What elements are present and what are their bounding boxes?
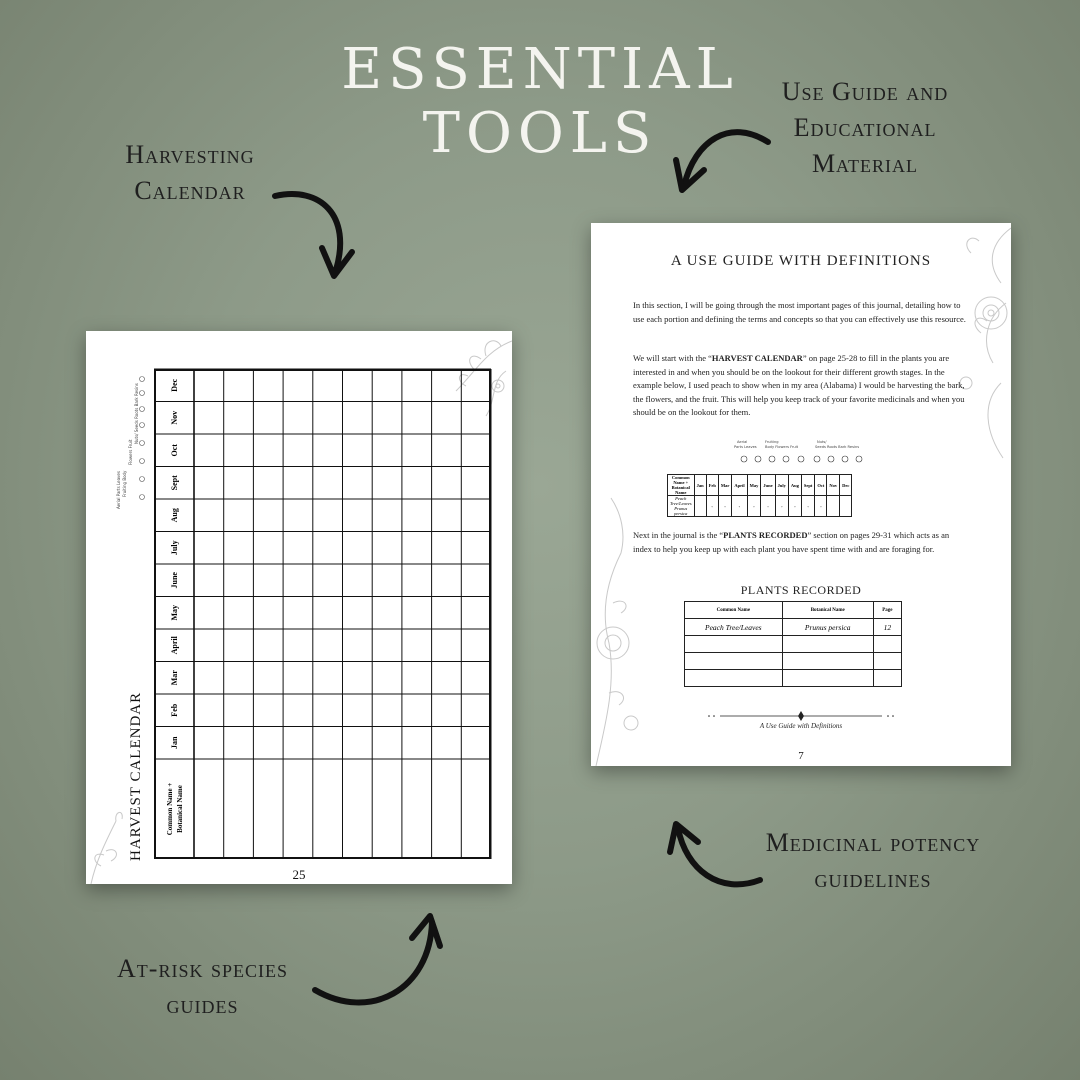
left-page-number: 25: [292, 867, 306, 882]
arrow-harvesting-icon: [275, 194, 352, 276]
month-label-july: July: [170, 540, 179, 556]
month-label-aug: Aug: [170, 508, 179, 523]
month-label-nov: Nov: [170, 410, 179, 425]
harvest-calendar-page: [86, 331, 512, 884]
mini-cell-april: ◦: [732, 496, 747, 517]
calendar-legend: [112, 369, 152, 509]
mini-cell-oct: ◦: [815, 496, 827, 517]
harvest-calendar-title: HARVEST CALENDAR: [128, 691, 144, 861]
para3-bold: PLANTS RECORDED: [723, 530, 808, 540]
mini-header-aug: Aug: [788, 475, 801, 496]
table-row: [685, 653, 902, 670]
mini-table: [667, 474, 852, 517]
callout-use-guide-line2: Educational: [793, 113, 937, 142]
mini-header-dec: Dec: [840, 475, 852, 496]
mini-legend-seeds: Seeds Roots Bark Resins: [815, 445, 860, 449]
para2-suffix: ” on page 25-28 to fill in the plants you are interested in and when you should be on the lookout for their different growth stages. In the example below, I used peach to show when in my area (Alabama) I would be harvesting the bark, the flowers, and the fruit. This will help you keep track of your favorite medicinals and when you should be on the lookout for them.: [633, 353, 965, 417]
mini-header-jan: Jan: [694, 475, 706, 496]
table-row: [668, 496, 852, 517]
table-row: [685, 636, 902, 653]
para3-suffix: ” section on pages 29-31 which acts as an index to help you keep up with each plant you have spent time with and are foraging for.: [633, 530, 950, 554]
month-label-mar: Mar: [170, 670, 179, 686]
use-guide-title: A USE GUIDE WITH DEFINITIONS: [670, 253, 932, 269]
callout-at-risk-line2: guides: [166, 990, 239, 1019]
calendar-grid-lines: [154, 369, 491, 859]
callout-medicinal-line2: guidelines: [814, 864, 932, 893]
callout-use-guide: [760, 74, 970, 182]
headline-line1: ESSENTIAL: [341, 37, 739, 102]
mini-legend: [731, 439, 881, 469]
mini-header-name: Common Name + Botanical Name: [668, 475, 695, 496]
callout-harvesting-calendar: [100, 137, 280, 209]
name-header-line-2: Botanical Name: [176, 785, 184, 833]
plants-recorded-table: [684, 601, 902, 687]
callout-harvesting-line2: Calendar: [134, 176, 246, 205]
headline-line2: TOOLS: [422, 101, 658, 166]
callout-at-risk: [95, 951, 310, 1023]
legend-aerial-parts: Aerial Parts Leaves: [116, 471, 121, 509]
plants-cell-common: Peach Tree/Leaves: [685, 619, 783, 636]
callout-medicinal-line1: Medicinal potency: [765, 828, 981, 857]
mini-header-feb: Feb: [706, 475, 718, 496]
month-label-jan: Jan: [170, 736, 179, 749]
footer-divider-icon: [706, 711, 896, 721]
month-label-sept: Sept: [170, 475, 179, 491]
mini-cell-aug: ◦: [788, 496, 801, 517]
plants-recorded-title: PLANTS RECORDED: [740, 583, 862, 597]
mini-legend-nuts: Nuts/: [817, 440, 827, 444]
use-guide-intro: In this section, I will be going through the most important pages of this journal, detailing how to use each portion and defining the terms and concepts so that you can effectively use this resource.: [633, 300, 966, 324]
mini-header-may: May: [747, 475, 761, 496]
callout-use-guide-line3: Material: [811, 149, 919, 178]
month-label-oct: Oct: [170, 444, 179, 457]
month-label-april: April: [170, 636, 179, 655]
mini-cell-mar: ◦: [718, 496, 732, 517]
legend-flowers-fruit: Flowers Fruit: [128, 439, 133, 465]
mini-row-name: Peach Tree/Leaves Prunus persica: [668, 496, 695, 517]
plants-header-common: Common Name: [685, 602, 783, 619]
mini-cell-dec: [840, 496, 852, 517]
mini-header-july: July: [775, 475, 788, 496]
mini-legend-body-flowers: Body Flowers Fruit: [765, 445, 799, 449]
plants-header-row: [685, 602, 902, 619]
month-label-dec: Dec: [170, 378, 179, 392]
plants-header-botanical: Botanical Name: [782, 602, 873, 619]
mini-cell-july: ◦: [775, 496, 788, 517]
mini-header-april: April: [732, 475, 747, 496]
para2-bold: HARVEST CALENDAR: [711, 353, 803, 363]
callout-at-risk-line1: At-risk species: [117, 954, 288, 983]
plants-header-page: Page: [873, 602, 901, 619]
use-guide-harvest-paragraph: [633, 352, 969, 420]
mini-header-june: June: [761, 475, 775, 496]
plants-cell-botanical: Prunus persica: [782, 619, 873, 636]
month-label-june: June: [170, 572, 179, 589]
name-header-line-1: Common Name +: [166, 782, 174, 836]
mini-legend-parts-leaves: Parts Leaves: [734, 445, 757, 449]
use-guide-page: [591, 223, 1011, 766]
month-label-feb: Feb: [170, 703, 179, 717]
use-guide-plants-paragraph: [633, 529, 969, 556]
mini-cell-sept: ◦: [801, 496, 815, 517]
right-page-number: 7: [798, 750, 804, 762]
mini-legend-fruiting: Fruiting: [765, 440, 779, 444]
arrow-medicinal-icon: [670, 824, 760, 884]
legend-nuts-seeds: Nuts/ Seeds Roots Bark Resins: [134, 383, 139, 444]
mini-header-oct: Oct: [815, 475, 827, 496]
callout-use-guide-line1: Use Guide and: [781, 77, 949, 106]
mini-header-nov: Nov: [827, 475, 840, 496]
mini-cell-feb: ◦: [706, 496, 718, 517]
table-row: [685, 619, 902, 636]
callout-harvesting-line1: Harvesting: [125, 140, 255, 169]
mini-cell-jan: [694, 496, 706, 517]
use-guide-footer: A Use Guide with Definitions: [759, 722, 843, 730]
mini-cell-june: ◦: [761, 496, 775, 517]
para2-prefix: We will start with the “: [633, 353, 712, 363]
mini-cell-nov: [827, 496, 840, 517]
month-label-may: May: [170, 604, 179, 621]
mini-table-header-row: [668, 475, 852, 496]
mini-cell-may: ◦: [747, 496, 761, 517]
mini-legend-aerial: Aerial: [737, 440, 748, 444]
legend-fruiting-body: Fruiting Body: [122, 470, 127, 497]
plants-cell-page: 12: [873, 619, 901, 636]
para3-prefix: Next in the journal is the “: [633, 530, 724, 540]
callout-medicinal-potency: [748, 825, 998, 897]
arrow-at-risk-icon: [315, 916, 440, 1002]
mini-header-sept: Sept: [801, 475, 815, 496]
table-row: [685, 670, 902, 687]
mini-header-mar: Mar: [718, 475, 732, 496]
